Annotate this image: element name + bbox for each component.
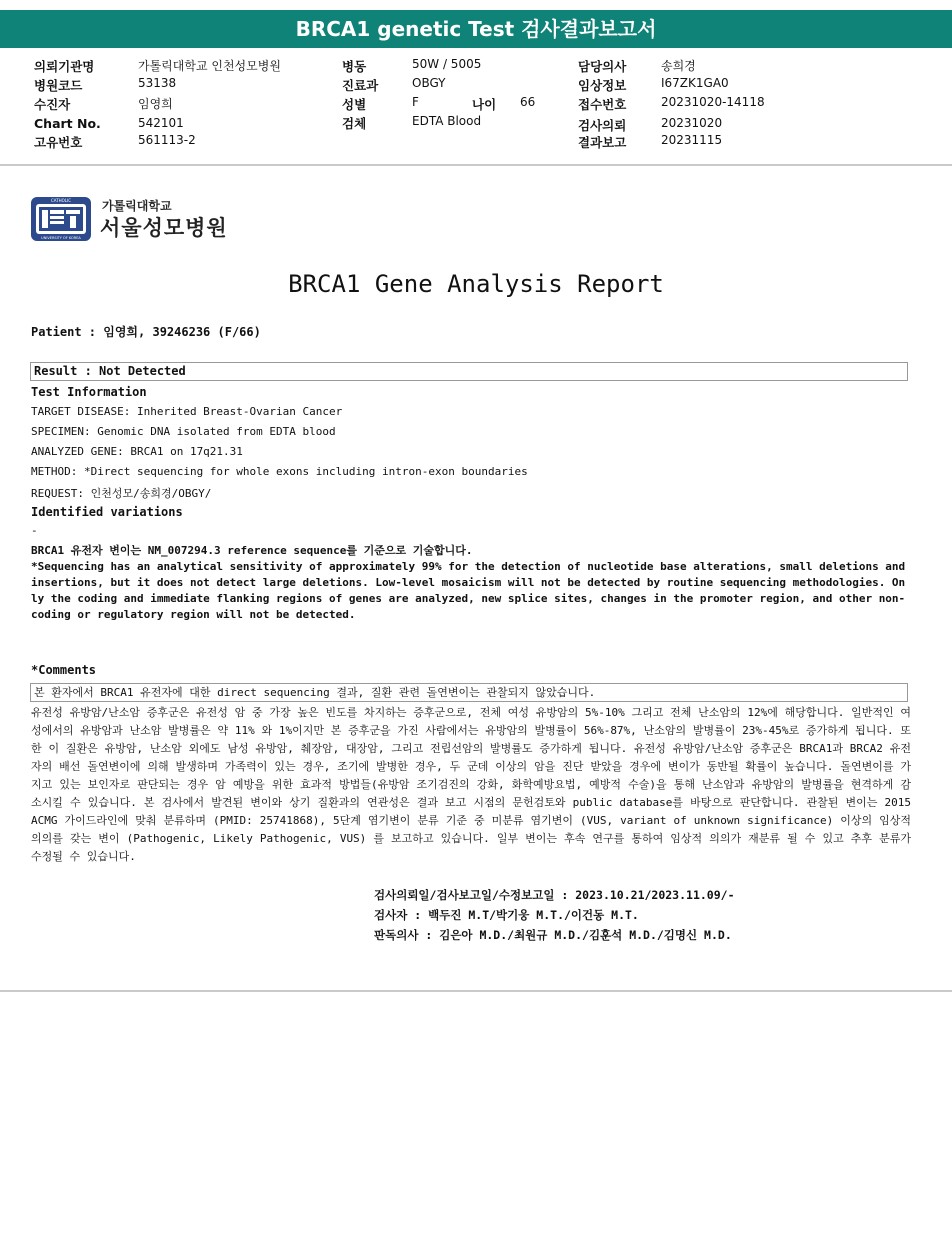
info-label-chart-no: Chart No. [34, 116, 101, 131]
info-label-department: 진료과 [342, 78, 379, 93]
report-header-title: BRCA1 genetic Test 검사결과보고서 [0, 10, 952, 48]
signature-technicians: 검사자 : 백두진 M.T/박기웅 M.T./이건동 M.T. [374, 908, 639, 922]
info-value-accession-no: 20231020-14118 [661, 95, 765, 109]
patient-line: Patient : 임영희, 39246236 (F/66) [31, 325, 261, 339]
sequencing-disclaimer: BRCA1 유전자 변이는 NM_007294.3 reference sequence를 기준으로 기술합니다. *Sequencing has an analytical sensitivity of approximately 99% for the detection of nucleotide base alterations, small deletions and insertions, but it does not detect large deletions. Low-level mosaicism will not be detected by routine sequencing methodologies. Only the coding and immediate flanking regions of genes are analyzed, new splice sites, changes in the promoter region, and other non-coding or regulatory region will not be detected. [31, 544, 906, 621]
info-label-specimen: 검체 [342, 116, 367, 131]
logo-emblem-arc-top: CATHOLIC [50, 198, 72, 203]
comment-body: 유전성 유방암/난소암 증후군은 유전성 암 중 가장 높은 빈도를 차지하는 증후군으로, 전체 여성 유방암의 5%-10% 그리고 전체 난소암의 12%에 해당합니다. 일반적인 여성에서의 유방암과 난소암 발병률은 약 11% 와 1%이지만 본 증후군을 가진 사람에서는 유방암의 발병률이 56%-87%, 난소암의 발병률이 23%-45%로 증가하게 됩니다. 또한 이 질환은 유방암, 난소암 외에도 남성 유방암, 췌장암, 대장암, 그리고 전립선암의 발병률도 증가하게 됩니다. 유전성 유방암/난소암 증후군은 BRCA1과 BRCA2 유전자의 배선 돌연변이에 의해 발생하며 가족력이 있는 경우, 조기에 발병한 경우, 두 군데 이상의 암을 진단 받았을 경우에 변이가 동반될 확률이 높습니다. 돌연변이를 가지고 있는 보인자로 판단되는 경우 암 예방을 위한 효과적 방법들(유방암 조기검진의 강화, 화학예방요법, 예방적 수술)을 통해 난소암과 유방암의 발병률을 현격하게 감소시킬 수 있습니다. 본 검사에서 발견된 변이와 상기 질환과의 연관성은 결과 보고 시점의 문헌검토와 public database를 바탕으로 판단합니다. 관찰된 변이는 2015 ACMG 가이드라인에 맞춰 분류하며 (PMID: 25741868), 5단계 염기변이 분류 기준 중 미분류 염기변이 (VUS, variant of unknown significance) 이상의 임상적 의의를 갖는 변이 (Pathogenic, Likely Pathogenic, VUS) 를 보고하고 있습니다. 일부 변이는 후속 연구를 통하여 임상적 의의가 재분류 될 수 있고 추후 분류가 수정될 수 있습니다. [31, 706, 911, 863]
info-value-unique-no: 561113-2 [138, 133, 196, 147]
info-value-specimen: EDTA Blood [412, 114, 482, 128]
info-value-institution: 가톨릭대학교 인천성모병원 [138, 59, 281, 73]
info-label-ward: 병동 [342, 59, 367, 74]
info-label-patient: 수진자 [34, 97, 71, 112]
info-value-patient: 임영희 [138, 97, 173, 111]
report-title: BRCA1 Gene Analysis Report [288, 270, 664, 298]
info-label-request-date: 검사의뢰 [578, 118, 627, 133]
test-info-specimen: SPECIMEN: Genomic DNA isolated from EDTA blood [31, 425, 336, 438]
info-value-physician: 송희경 [661, 59, 696, 73]
info-label-clinical-info: 임상정보 [578, 78, 627, 93]
info-value-hospital-code: 53138 [138, 76, 177, 90]
logo-emblem-arc-bottom: UNIVERSITY OF KOREA [41, 236, 81, 240]
info-label-physician: 담당의사 [578, 59, 627, 74]
info-label-unique-no: 고유번호 [34, 135, 83, 150]
logo-university-name: 가톨릭대학교 [102, 199, 172, 213]
header-divider [0, 164, 952, 166]
identified-variations-heading: Identified variations [31, 505, 183, 519]
info-value-chart-no: 542101 [138, 116, 184, 130]
info-value-ward: 50W / 5005 [412, 57, 482, 71]
test-info-request: REQUEST: 인천성모/송희경/OBGY/ [31, 487, 212, 500]
info-value-sex: F [412, 95, 419, 109]
info-value-department: OBGY [412, 76, 446, 90]
info-label-sex: 성별 [342, 97, 367, 112]
result-box: Result : Not Detected [30, 362, 908, 381]
info-value-age: 66 [520, 95, 536, 109]
info-value-clinical-info: I67ZK1GA0 [661, 76, 729, 90]
info-label-institution: 의뢰기관명 [34, 59, 95, 74]
info-label-age: 나이 [472, 97, 497, 112]
info-label-hospital-code: 병원코드 [34, 78, 83, 93]
test-info-analyzed-gene: ANALYZED GENE: BRCA1 on 17q21.31 [31, 445, 243, 458]
footer-divider [0, 990, 952, 992]
info-value-request-date: 20231020 [661, 116, 723, 130]
test-info-method: METHOD: *Direct sequencing for whole exons including intron-exon boundaries [31, 465, 528, 478]
test-info-target-disease: TARGET DISEASE: Inherited Breast-Ovarian Cancer [31, 405, 343, 418]
patient-info-panel [0, 55, 952, 155]
info-value-report-date: 20231115 [661, 133, 723, 147]
info-label-accession-no: 접수번호 [578, 97, 627, 112]
identified-variations-value: - [31, 524, 38, 537]
logo-hospital-name: 서울성모병원 [100, 216, 228, 240]
comments-heading: *Comments [31, 663, 97, 677]
info-label-report-date: 결과보고 [578, 135, 627, 150]
comment-summary-box: 본 환자에서 BRCA1 유전자에 대한 direct sequencing 결과, 질환 관련 돌연변이는 관찰되지 않았습니다. [30, 683, 908, 702]
test-info-heading: Test Information [31, 385, 147, 399]
signature-pathologists: 판독의사 : 김은아 M.D./최원규 M.D./김훈석 M.D./김명신 M.D. [374, 928, 732, 942]
hospital-logo-emblem [30, 196, 92, 242]
signature-dates: 검사의뢰일/검사보고일/수정보고일 : 2023.10.21/2023.11.09/- [374, 888, 735, 902]
